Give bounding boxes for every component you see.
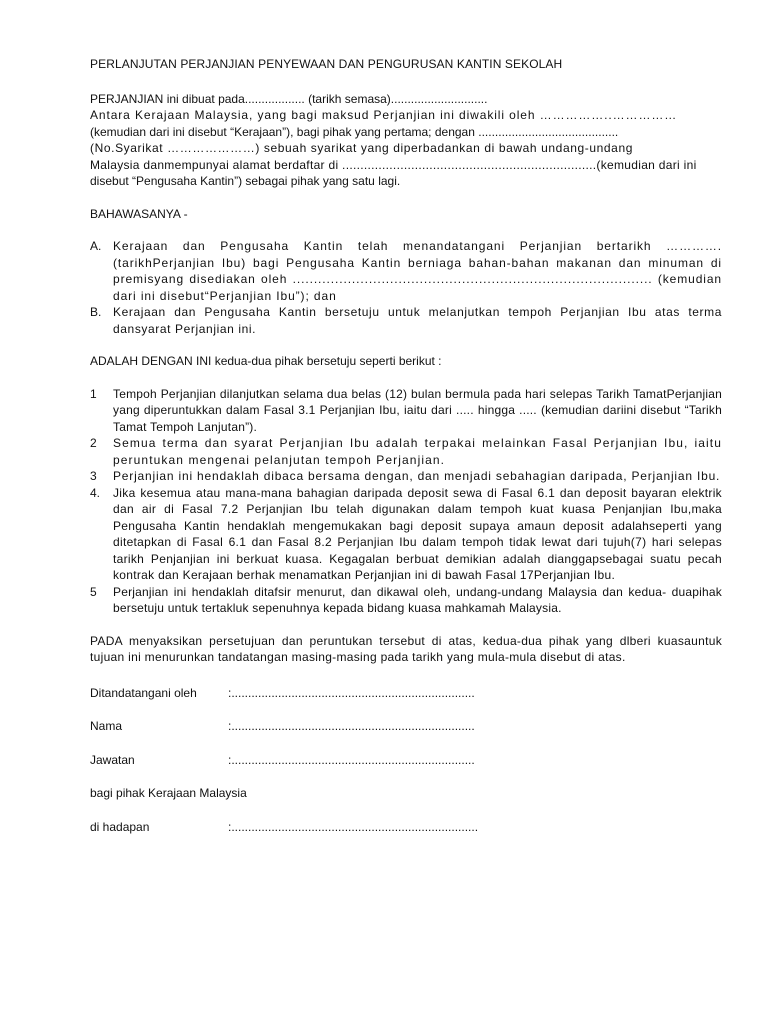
signature-line: :......................................................................... (228, 719, 475, 733)
intro-line-1 (90, 91, 722, 108)
witness-keyword: PADA (90, 633, 123, 648)
clause-item (90, 584, 722, 617)
whereas-item-text: Kerajaan dan Pengusaha Kantin bersetuju untuk melanjutkan tempoh Perjanjian Ibu atas terma dansyarat Perjanjian ini. (113, 305, 722, 336)
agreed-keyword: ADALAH DENGAN INI (90, 354, 212, 368)
signature-row-witness (90, 819, 722, 836)
intro-line-1-text: ini dibuat pada.................. (tarikh semasa)............................. (163, 91, 488, 106)
intro-keyword: PERJANJIAN (90, 91, 164, 106)
clause-text: Perjanjian ini hendaklah dibaca bersama dengan, dan menjadi sebahagian daripada, Perjanjian Ibu. (113, 469, 721, 483)
clause-number: 1 (90, 386, 97, 401)
agreed-text: kedua-dua pihak bersetuju seperti berikut : (211, 354, 442, 368)
signature-row-position (90, 752, 722, 769)
clause-number: 2 (90, 436, 97, 450)
agreed-heading (90, 353, 722, 370)
document-page (90, 56, 722, 852)
signature-party: bagi pihak Kerajaan Malaysia (90, 786, 247, 800)
witness-paragraph (90, 633, 722, 666)
intro-line-2: Antara Kerajaan Malaysia, yang bagi maksud Perjanjian ini diwakili oleh ……………..…………… (90, 108, 678, 122)
signature-label: di hadapan (90, 819, 150, 834)
intro-line-6: disebut “Pengusaha Kantin”) sebagai pihak yang satu lagi. (90, 174, 401, 188)
signature-line: :......................................................................... (228, 752, 475, 767)
whereas-item-a (90, 238, 722, 304)
signature-label: Jawatan (90, 752, 135, 767)
signature-row-name (90, 718, 722, 735)
signature-row-signed-by (90, 685, 722, 702)
signature-line: :......................................................................... (228, 685, 475, 700)
document-title: PERLANJUTAN PERJANJIAN PENYEWAAN DAN PENGURUSAN KANTIN SEKOLAH (90, 57, 563, 71)
whereas-item-text: Kerajaan dan Pengusaha Kantin telah menandatangani Perjanjian bertarikh …………. (tarikhPerjanjian Ibu) bagi Pengusaha Kantin berniaga bahan-bahan makanan dan minuman di premisyang disediakan oleh ..................................................................................... (kemudian dari ini disebut“Perjanjian Ibu”); dan (113, 239, 722, 303)
whereas-item-label: B. (90, 305, 102, 319)
clause-item (90, 485, 722, 584)
clauses-list (90, 386, 722, 617)
whereas-item-label: A. (90, 239, 102, 253)
clause-item (90, 386, 722, 436)
intro-paragraph (90, 91, 722, 190)
signature-line: :.......................................................................... (228, 819, 479, 834)
clause-text: Jika kesemua atau mana-mana bahagian daripada deposit sewa di Fasal 6.1 dan deposit bayaran elektrik dan air di Fasal 7.2 Perjanjian Ibu telah digunakan dalam tempoh kuat kuasa Penjanjian Ibu,maka Pengusaha Kantin hendaklah mengemukakan bagi deposit supaya amaun deposit adalahseperti yang ditetapkan di Fasal 6.1 dan Fasal 8.2 Perjanjian Ibu dalam tempoh tidak lewat dari tujuh(7) hari selepas tarikh Penjanjian ini berkuat kuasa. Kegagalan berbuat demikian adalah dianggapsebagai suatu pecah kontrak dan Kerajaan berhak menamatkan Perjanjian ini di bawah Fasal 17Perjanjian Ibu. (113, 485, 722, 582)
signature-label: Nama (90, 719, 123, 733)
clause-number: 4. (90, 485, 101, 500)
intro-line-3: (kemudian dari ini disebut “Kerajaan”), bagi pihak yang pertama; dengan .......................................... (90, 124, 619, 139)
clause-item (90, 435, 722, 468)
signature-label: Ditandatangani oleh (90, 685, 197, 700)
clause-number: 3 (90, 469, 97, 483)
witness-text: menyaksikan persetujuan dan peruntukan tersebut di atas, kedua-dua pihak yang dlberi kuasauntuk tujuan ini menurunkan tandatangan masing-masing pada tarikh yang mula-mula disebut di atas. (90, 633, 722, 664)
signature-block (90, 685, 722, 836)
intro-line-5: Malaysia danmempunyai alamat berdaftar di ......................................................................(kemudian dari ini (90, 157, 697, 172)
clause-text: Semua terma dan syarat Perjanjian Ibu adalah terpakai melainkan Fasal Perjanjian Ibu, iaitu peruntukan mengenai pelanjutan tempoh Perjanjian. (113, 436, 722, 467)
whereas-heading: BAHAWASANYA - (90, 206, 188, 221)
clause-item (90, 468, 722, 485)
intro-line-4: (No.Syarikat …………………) sebuah syarikat yang diperbadankan di bawah undang-undang (90, 141, 634, 155)
whereas-item-b (90, 304, 722, 337)
whereas-list (90, 238, 722, 337)
clause-text: Tempoh Perjanjian dilanjutkan selama dua belas (12) bulan bermula pada hari selepas Tarikh TamatPerjanjian yang diperuntukkan dalam Fasal 3.1 Perjanjian Ibu, iaitu dari ..... hingga ..... (kemudian dariini disebut “Tarikh Tamat Tempoh Lanjutan”). (113, 386, 722, 434)
clause-number: 5 (90, 584, 97, 599)
clause-text: Perjanjian ini hendaklah ditafsir menurut, dan dikawal oleh, undang-undang Malaysia dan kedua- duapihak bersetuju untuk tertakluk sepenuhnya kepada bidang kuasa mahkamah Malaysia. (113, 584, 722, 615)
